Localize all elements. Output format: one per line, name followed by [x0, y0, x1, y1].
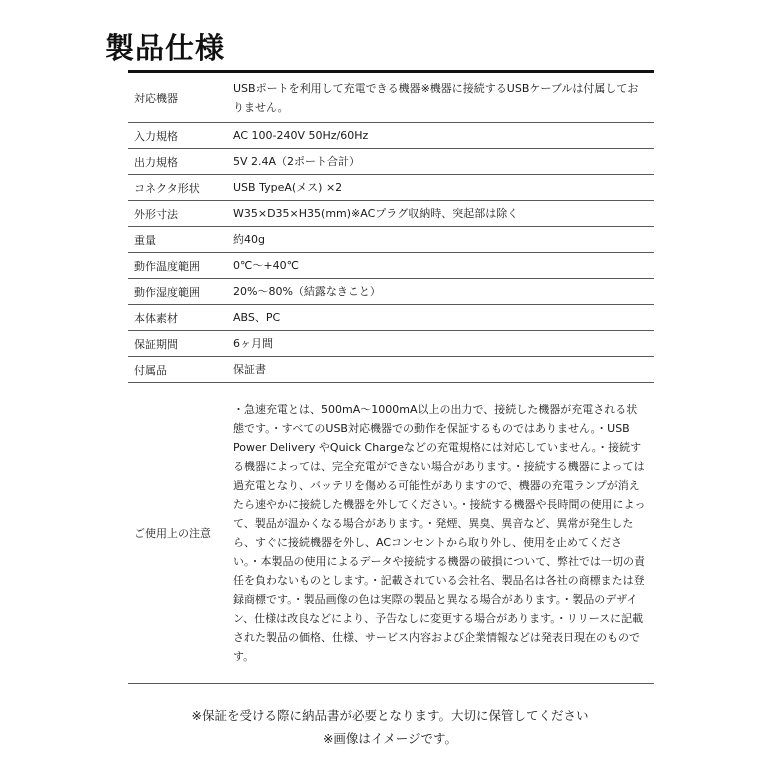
spec-label: 出力規格	[128, 149, 227, 175]
spec-label: 動作温度範囲	[128, 253, 227, 279]
image-note: ※画像はイメージです。	[322, 731, 458, 746]
spec-value: USBポートを利用して充電できる機器※機器に接続するUSBケーブルは付属しておりません。	[227, 74, 654, 123]
spec-label: 保証期間	[128, 331, 227, 357]
spec-row-accessories	[128, 357, 654, 383]
spec-label: 対応機器	[128, 74, 227, 123]
spec-row-material	[128, 305, 654, 331]
warranty-note: ※保証を受ける際に納品書が必要となります。大切に保管してください	[191, 708, 589, 723]
spec-row-warranty	[128, 331, 654, 357]
spec-table	[128, 74, 654, 684]
spec-row-operating-humidity	[128, 279, 654, 305]
spec-row-input	[128, 123, 654, 149]
spec-row-compatible-devices	[128, 74, 654, 123]
spec-value: 5V 2.4A（2ポート合計）	[227, 149, 654, 175]
spec-label: 付属品	[128, 357, 227, 383]
spec-value: ・急速充電とは、500mA～1000mA以上の出力で、接続した機器が充電される状態です。・すべてのUSB対応機器での動作を保証するものではありません。・USB Power Delivery やQuick Chargeなどの充電規格には対応していません。・接続する機器によっては、完全充電ができない場合があります。・接続する機器によっては過充電となり、バッテリを傷める可能性がありますので、機器の充電ランプが消えたら速やかに接続した機器を外してください。・接続する機器や長時間の使用によって、製品が温かくなる場合があります。・発煙、異臭、異音など、異常が発生したら、すぐに接続機器を外し、ACコンセントから取り外し、使用を止めてください。・本製品の使用によるデータや接続する機器の破損について、弊社では一切の責任を負わないものとします。・記載されている会社名、製品名は各社の商標または登録商標です。・製品画像の色は実際の製品と異なる場合があります。・製品のデザイン、仕様は改良などにより、予告なしに変更する場合があります。・リリースに記載された製品の価格、仕様、サービス内容および企業情報などは発表日現在のものです。	[227, 383, 654, 684]
spec-row-operating-temperature	[128, 253, 654, 279]
spec-row-dimensions	[128, 201, 654, 227]
spec-row-output	[128, 149, 654, 175]
page-title: 製品仕様	[105, 31, 226, 65]
spec-row-precautions	[128, 383, 654, 684]
spec-value: ABS、PC	[227, 305, 654, 331]
spec-value: W35×D35×H35(mm)※ACプラグ収納時、突起部は除く	[227, 201, 654, 227]
spec-value: 6ヶ月間	[227, 331, 654, 357]
spec-label: 本体素材	[128, 305, 227, 331]
spec-value: AC 100-240V 50Hz/60Hz	[227, 123, 654, 149]
spec-label: 重量	[128, 227, 227, 253]
spec-value: 20%～80%（結露なきこと）	[227, 279, 654, 305]
spec-label: 動作湿度範囲	[128, 279, 227, 305]
spec-label: コネクタ形状	[128, 175, 227, 201]
spec-row-connector	[128, 175, 654, 201]
spec-row-weight	[128, 227, 654, 253]
spec-value: USB TypeA(メス) ×2	[227, 175, 654, 201]
spec-label: 入力規格	[128, 123, 227, 149]
spec-value: 0℃～+40℃	[227, 253, 654, 279]
spec-label: ご使用上の注意	[128, 383, 227, 684]
title-divider	[128, 70, 654, 73]
spec-value: 約40g	[227, 227, 654, 253]
spec-label: 外形寸法	[128, 201, 227, 227]
spec-value: 保証書	[227, 357, 654, 383]
